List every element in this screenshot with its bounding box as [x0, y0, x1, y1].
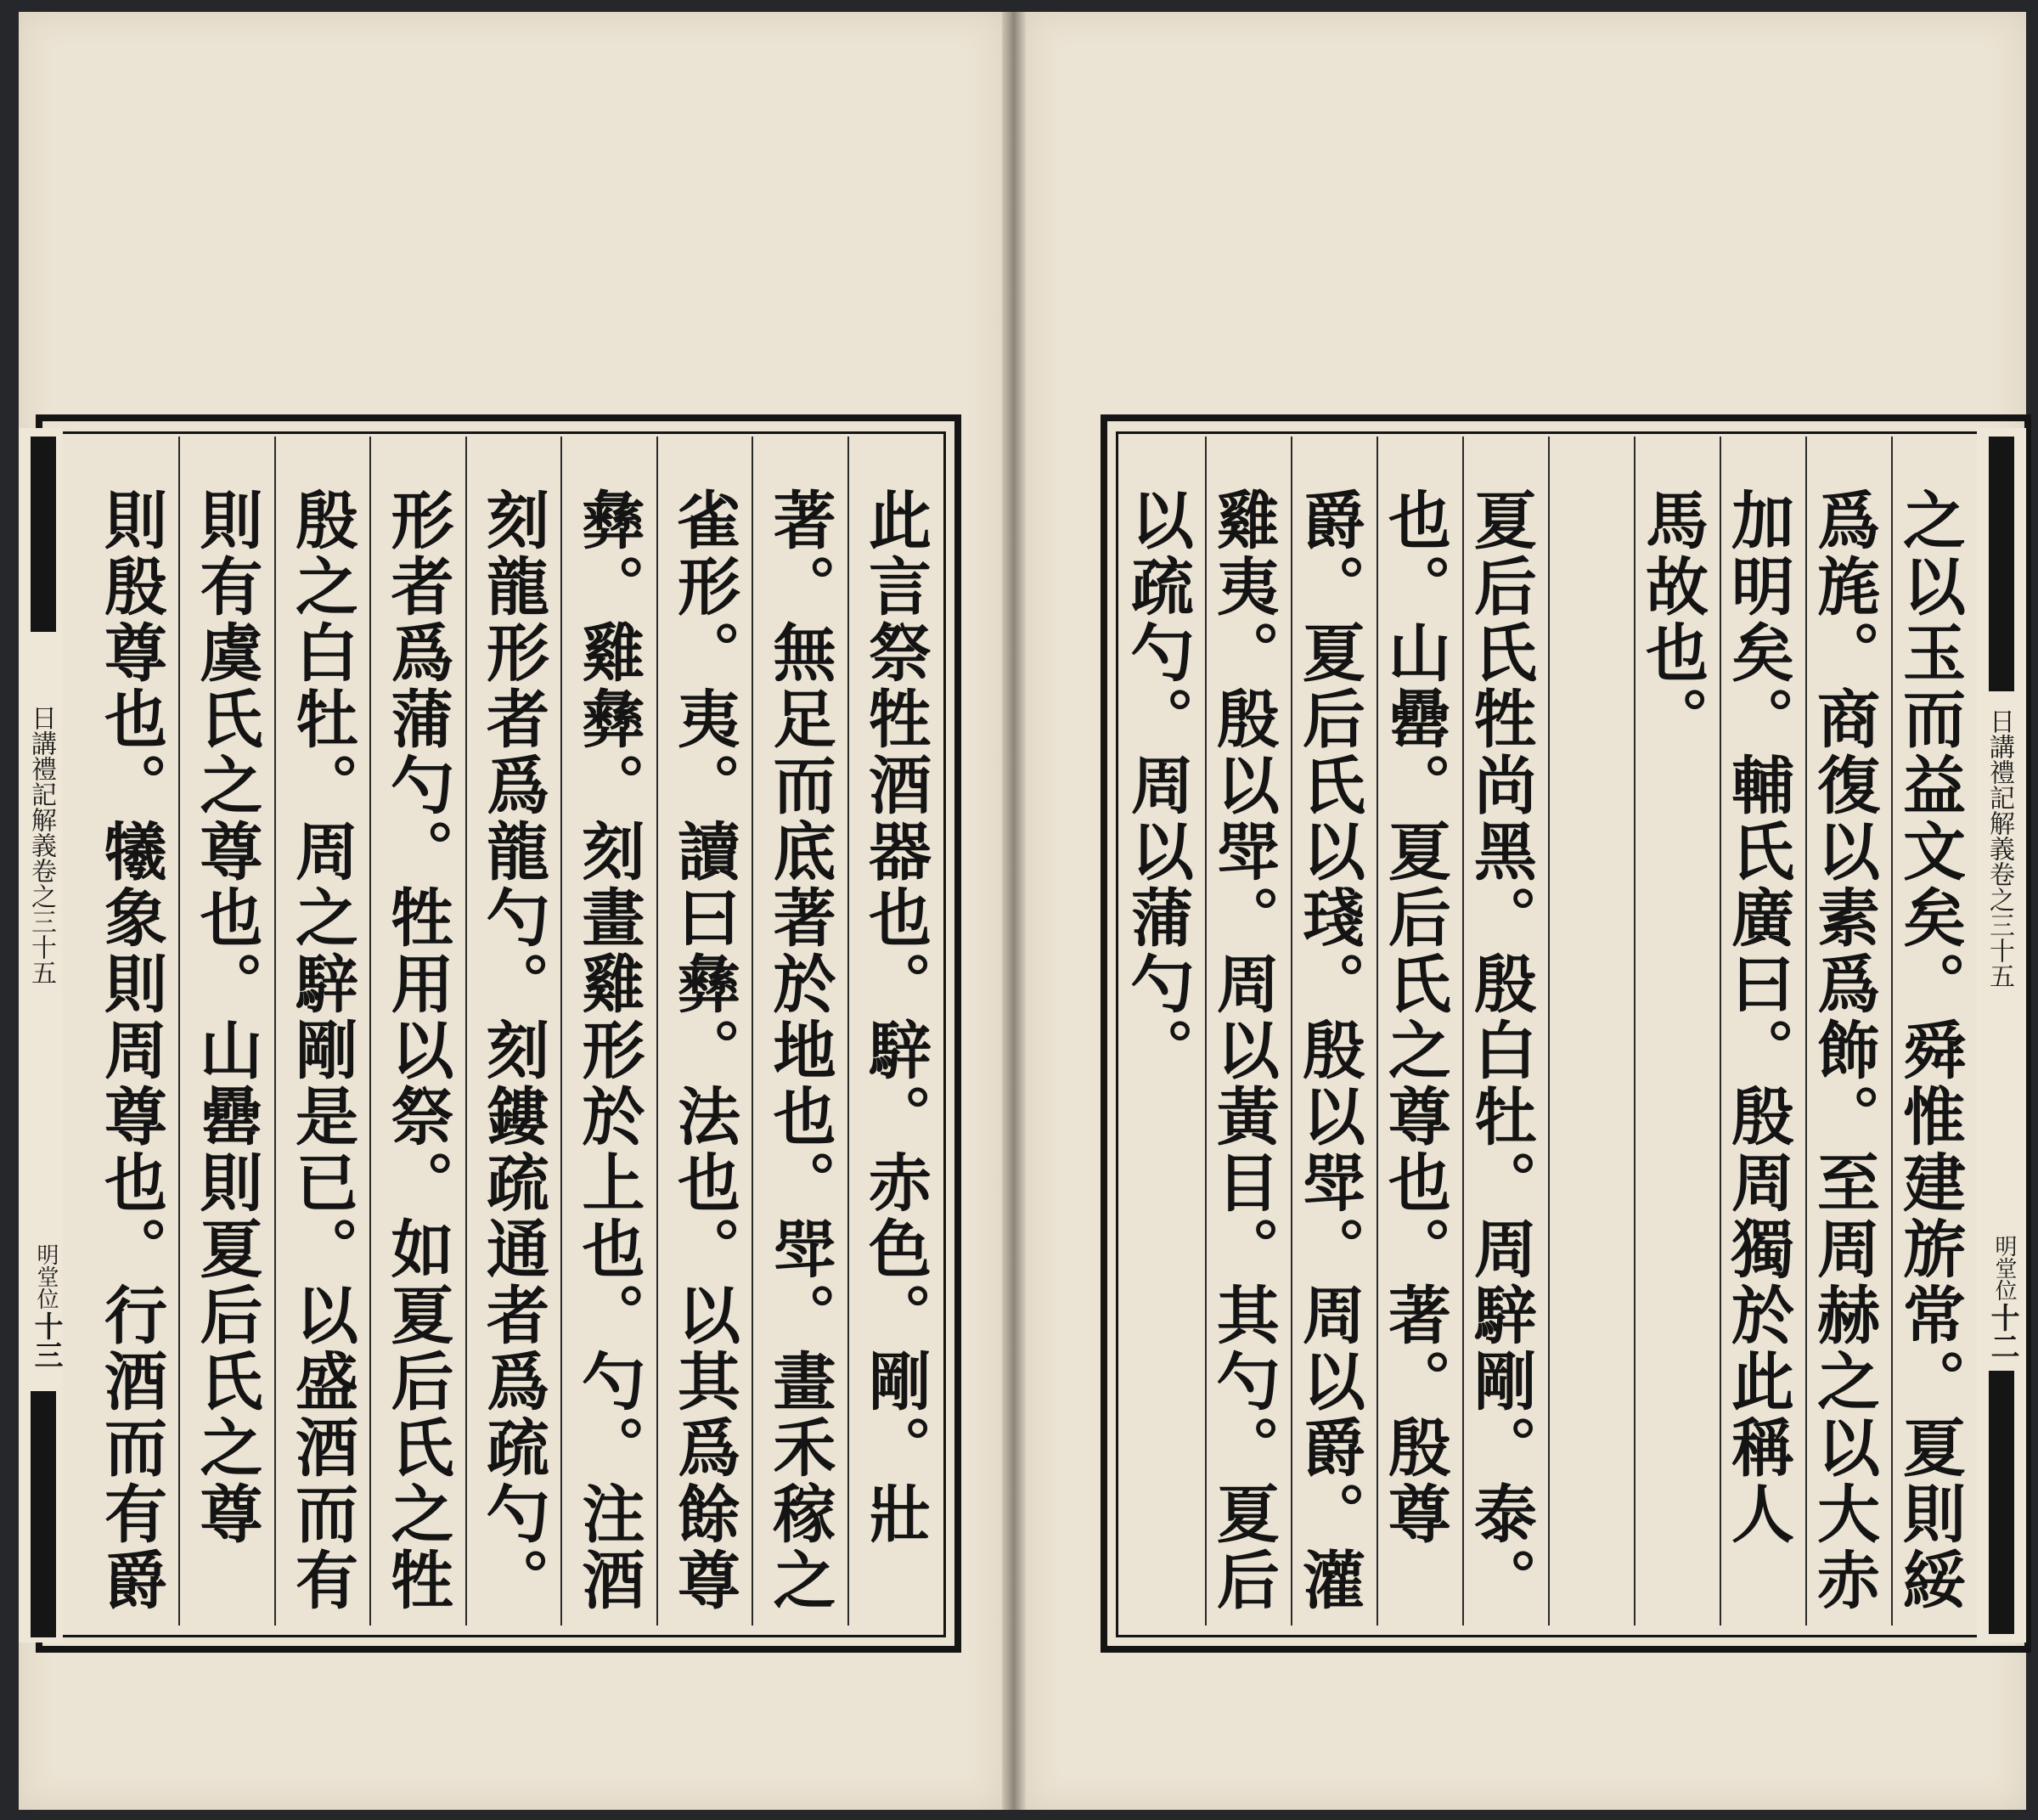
left-text-columns — [63, 437, 943, 1626]
text-column: 刻龍形者爲龍勺。刻鏤疏通者爲疏勺。 — [465, 437, 561, 1626]
right-text-columns — [1119, 437, 1977, 1626]
text-column: 雀形。夷。讀曰彝。法也。以其爲餘尊 — [656, 437, 752, 1626]
text-column: 加明矣。輔氏廣曰。殷周獨於此稱人 — [1720, 437, 1805, 1626]
right-folio-number: 十二 — [1985, 1303, 2019, 1361]
left-fishtail-top — [31, 437, 56, 632]
text-column: 以疏勺。周以蒲勺。 — [1120, 487, 1194, 1084]
right-fishtail-bottom — [1989, 1371, 2014, 1634]
left-margin-section: 明堂位 — [33, 1243, 59, 1310]
gutter-left-shadow — [1002, 12, 1014, 1810]
left-folio-number: 十三 — [29, 1311, 63, 1369]
text-column: 雞夷。殷以斝。周以黃目。其勺。夏后 — [1205, 437, 1291, 1626]
left-fishtail-bottom — [31, 1391, 56, 1637]
left-page — [19, 12, 1002, 1810]
text-column: 之以玉而益文矣。舜惟建旂常。夏則綏 — [1891, 437, 1977, 1626]
text-column: 則有虞氏之尊也。山罍則夏后氏之尊 — [178, 437, 274, 1626]
right-page — [1026, 12, 2026, 1810]
right-margin-section: 明堂位 — [1991, 1235, 2017, 1301]
right-fishtail-top — [1989, 437, 2014, 691]
text-column: 殷之白牡。周之騂剛是已。以盛酒而有 — [274, 437, 370, 1626]
left-margin-title: 日講禮記解義卷之三十五 — [26, 705, 56, 985]
text-column: 彝。雞彝。刻畫雞形於上也。勺。注酒 — [560, 437, 656, 1626]
text-column: 爲旄。商復以素爲飾。至周赫之以大赤 — [1805, 437, 1891, 1626]
text-column: 則殷尊也。犧象則周尊也。行酒而有爵 — [94, 487, 167, 1614]
text-column: 也。山罍。夏后氏之尊也。著。殷尊 — [1376, 437, 1462, 1626]
text-column: 形者爲蒲勺。牲用以祭。如夏后氏之牲 — [369, 437, 465, 1626]
text-column: 夏后氏牲尚黑。殷白牡。周騂剛。泰。 — [1462, 437, 1548, 1626]
right-margin-title: 日講禮記解義卷之三十五 — [1985, 708, 2014, 989]
text-column — [1548, 437, 1634, 1626]
text-column: 此言祭牲酒器也。騂。赤色。剛。壯 — [847, 437, 943, 1626]
gutter-right-shadow — [1014, 12, 1026, 1810]
text-column: 爵。夏后氏以琖。殷以斝。周以爵。灌 — [1291, 437, 1376, 1626]
text-column: 著。無足而底著於地也。斝。畫禾稼之 — [752, 437, 847, 1626]
text-column: 馬故也。 — [1634, 437, 1720, 1626]
